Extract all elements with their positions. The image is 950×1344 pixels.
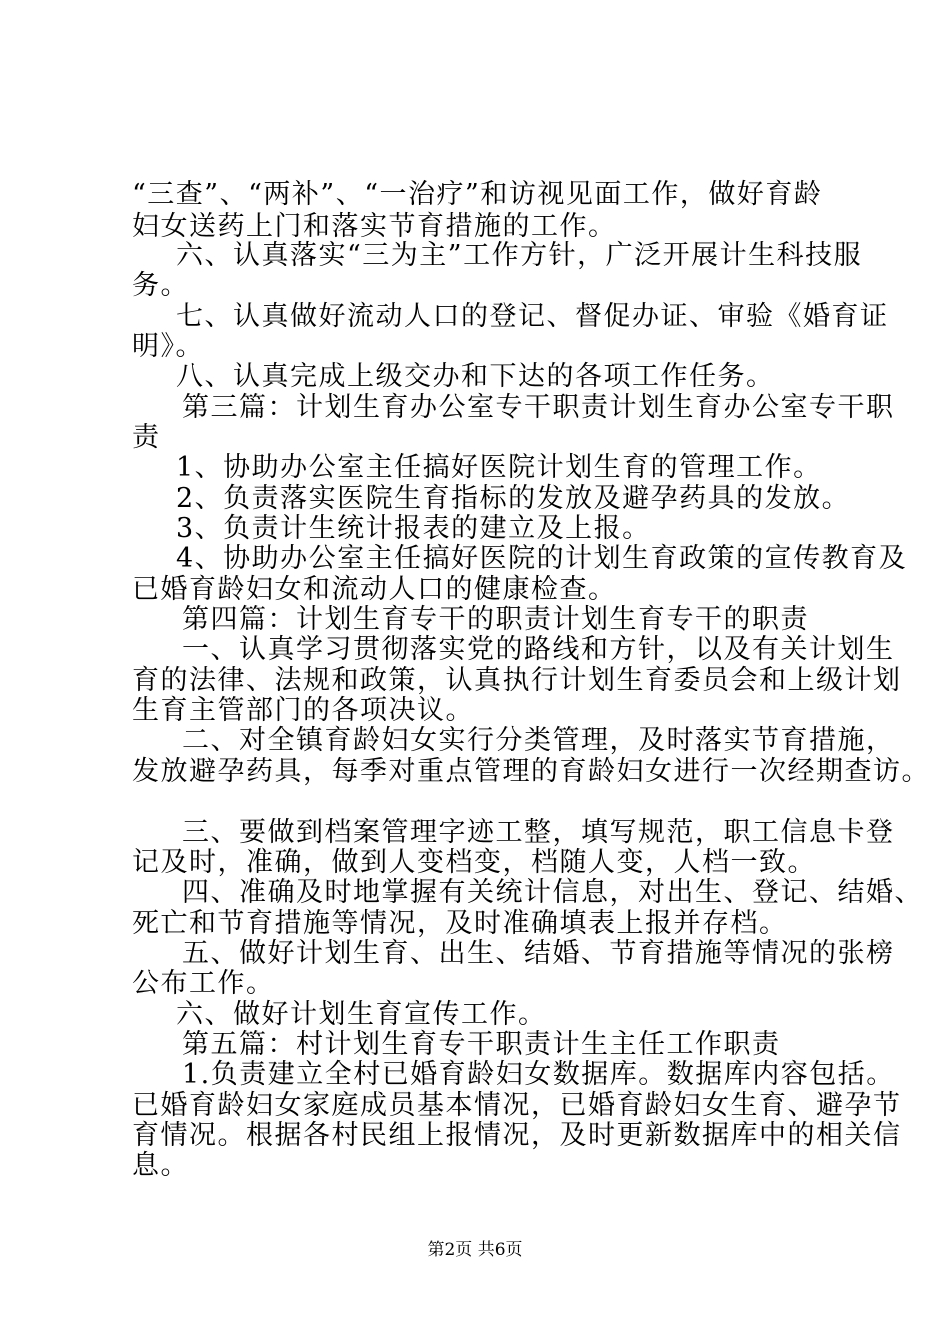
text-line: 妇女送药上门和落实节育措施的工作。	[132, 211, 617, 242]
text-line: 1.负责建立全村已婚育龄妇女数据库。数据库内容包括。	[182, 1059, 895, 1090]
text-line: 2、负责落实医院生育指标的发放及避孕药具的发放。	[176, 483, 851, 514]
text-line: 3、负责计生统计报表的建立及上报。	[176, 513, 651, 544]
text-line: 三、要做到档案管理字迹工整，填写规范，职工信息卡登	[182, 817, 895, 848]
text-line: 二、对全镇育龄妇女实行分类管理，及时落实节育措施，	[182, 725, 895, 756]
text-line: 4、协助办公室主任搞好医院的计划生育政策的宣传教育及	[176, 543, 908, 574]
text-line: 育的法律、法规和政策，认真执行计划生育委员会和上级计划	[132, 665, 902, 696]
text-line: 八、认真完成上级交办和下达的各项工作任务。	[176, 361, 775, 392]
page-number-footer: 第2页 共6页	[427, 1240, 523, 1260]
text-line: 死亡和节育措施等情况，及时准确填表上报并存档。	[132, 908, 788, 939]
text-line: 公布工作。	[132, 968, 275, 999]
section-heading: 第五篇：村计划生育专干职责计生主任工作职责	[182, 1029, 781, 1060]
text-line: 1、协助办公室主任搞好医院计划生育的管理工作。	[176, 452, 822, 483]
section-heading: 第四篇：计划生育专干的职责计划生育专干的职责	[182, 604, 809, 635]
text-line: 六、认真落实“三为主”工作方针，广泛开展计生科技服	[176, 240, 863, 271]
text-line: 已婚育龄妇女和流动人口的健康检查。	[132, 574, 617, 605]
text-line: 记及时，准确，做到人变档变，档随人变，人档一致。	[132, 847, 816, 878]
text-line: 务。	[132, 270, 189, 301]
text-line: 育情况。根据各村民组上报情况，及时更新数据库中的相关信	[132, 1120, 902, 1151]
text-line: 明》。	[132, 331, 204, 362]
text-line: 生育主管部门的各项决议。	[132, 695, 474, 726]
text-line: 七、认真做好流动人口的登记、督促办证、审验《婚育证	[176, 301, 889, 332]
text-line: 一、认真学习贯彻落实党的路线和方针，以及有关计划生	[182, 634, 895, 665]
text-line: 发放避孕药具，每季对重点管理的育龄妇女进行一次经期查访。	[132, 756, 930, 787]
section-heading: 责	[132, 422, 161, 453]
text-line: “三查”、“两补”、“一治疗”和访视见面工作，做好育龄	[132, 179, 823, 210]
text-line: 四、准确及时地掌握有关统计信息，对出生、登记、结婚、	[182, 877, 923, 908]
text-line: 息。	[132, 1150, 189, 1181]
text-line: 六、做好计划生育宣传工作。	[176, 999, 547, 1030]
section-heading: 第三篇：计划生育办公室专干职责计划生育办公室专干职	[182, 392, 895, 423]
text-line: 已婚育龄妇女家庭成员基本情况，已婚育龄妇女生育、避孕节	[132, 1090, 902, 1121]
text-line: 五、做好计划生育、出生、结婚、节育措施等情况的张榜	[182, 938, 895, 969]
